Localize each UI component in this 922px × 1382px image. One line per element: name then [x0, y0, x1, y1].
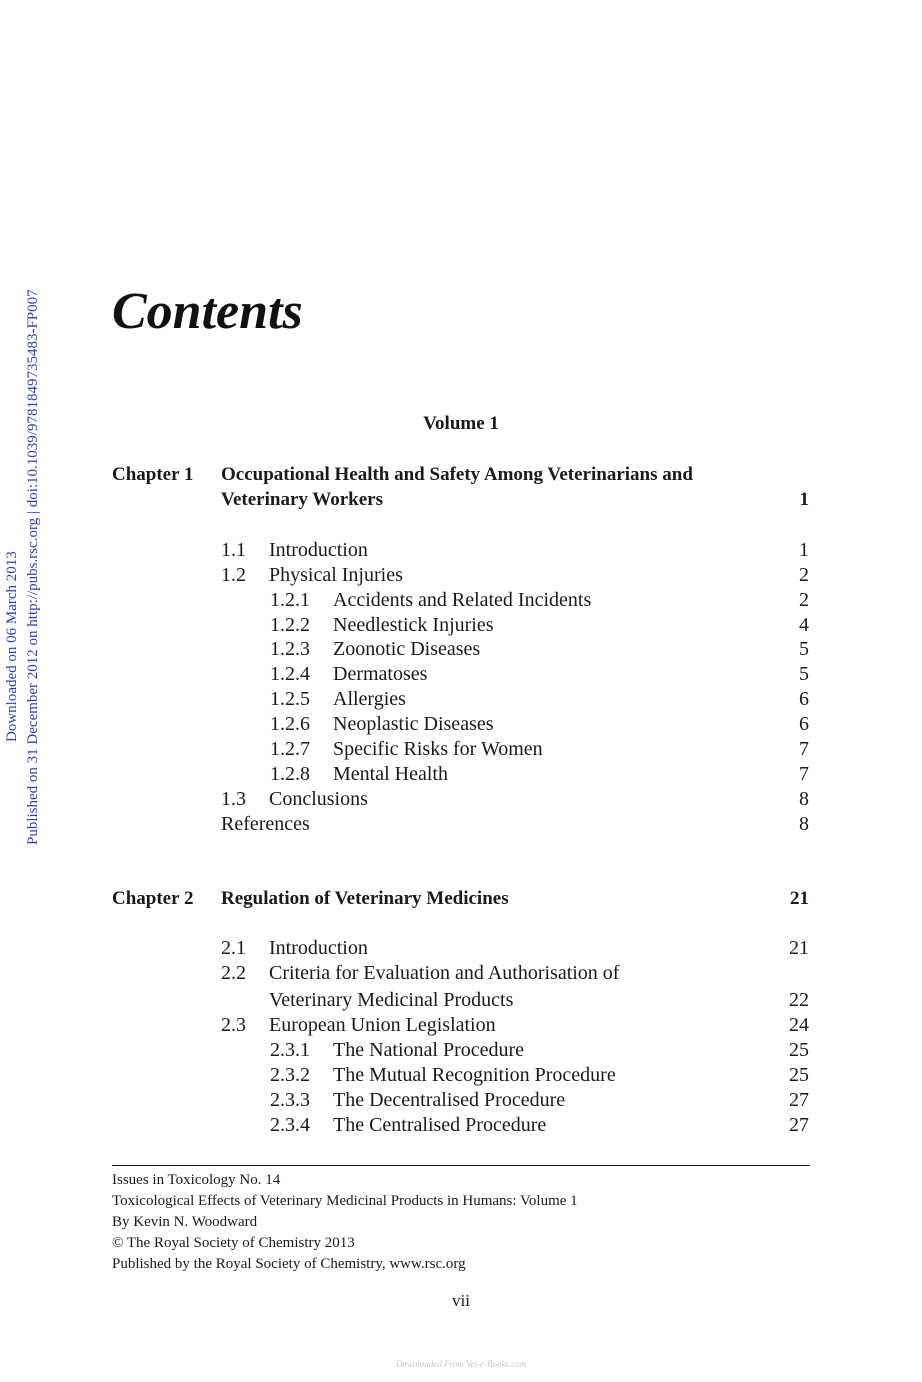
toc-entry-page: 6	[799, 713, 809, 735]
toc-entry-2-2-line-1[interactable]: Criteria for Evaluation and Authorisation of	[269, 962, 620, 984]
toc-entry-number: 2.3.4	[270, 1114, 310, 1136]
toc-entry-1-2-6[interactable]: Neoplastic Diseases	[333, 713, 494, 735]
toc-entry-number: 1.2.8	[270, 763, 310, 785]
toc-entry-number: 2.3	[221, 1014, 246, 1036]
toc-entry-1-2-2[interactable]: Needlestick Injuries	[333, 614, 494, 636]
toc-entry-number: 2.3.3	[270, 1089, 310, 1111]
chapter-1-label: Chapter 1	[112, 464, 194, 485]
toc-entry-number: 1.2.1	[270, 589, 310, 611]
chapter-2-page: 21	[790, 888, 809, 909]
toc-entry-page: 7	[799, 763, 809, 785]
footer-divider	[112, 1165, 810, 1166]
page-number: vii	[452, 1291, 470, 1310]
toc-entry-number: 1.2	[221, 564, 246, 586]
footer-publisher: Published by the Royal Society of Chemistry, www.rsc.org	[112, 1256, 466, 1272]
toc-entry-1-1[interactable]: Introduction	[269, 539, 368, 561]
toc-entry-page: 25	[789, 1039, 809, 1061]
toc-entry-1-2-1[interactable]: Accidents and Related Incidents	[333, 589, 592, 611]
toc-entry-number: 1.3	[221, 788, 246, 810]
toc-entry-2-1[interactable]: Introduction	[269, 937, 368, 959]
toc-entry-page: 1	[799, 539, 809, 561]
toc-entry-page: 22	[789, 989, 809, 1011]
volume-heading: Volume 1	[423, 413, 499, 434]
toc-entry-page: 27	[789, 1114, 809, 1136]
toc-entry-number: 2.3.1	[270, 1039, 310, 1061]
toc-entry-references[interactable]: References	[221, 813, 310, 835]
watermark-text: Downloaded From Vet-e-Books.com	[395, 1359, 527, 1369]
footer-book-title: Toxicological Effects of Veterinary Medicinal Products in Humans: Volume 1	[112, 1193, 578, 1209]
toc-entry-page: 7	[799, 738, 809, 760]
toc-entry-number: 2.1	[221, 937, 246, 959]
toc-entry-2-3-4[interactable]: The Centralised Procedure	[333, 1114, 547, 1136]
toc-entry-page: 21	[789, 937, 809, 959]
footer-author: By Kevin N. Woodward	[112, 1214, 258, 1230]
download-date-note: Downloaded on 06 March 2013	[4, 551, 20, 742]
toc-entry-1-2-5[interactable]: Allergies	[333, 688, 406, 710]
toc-entry-page: 2	[799, 589, 809, 611]
toc-entry-1-3[interactable]: Conclusions	[269, 788, 368, 810]
toc-entry-number: 1.2.7	[270, 738, 310, 760]
toc-entry-1-2-8[interactable]: Mental Health	[333, 763, 448, 785]
toc-entry-number: 2.2	[221, 962, 246, 984]
chapter-1-title-line-2[interactable]: Veterinary Workers	[221, 489, 384, 510]
toc-entry-1-2-4[interactable]: Dermatoses	[333, 663, 428, 685]
toc-entry-page: 24	[789, 1014, 809, 1036]
toc-entry-2-3-1[interactable]: The National Procedure	[333, 1039, 525, 1061]
toc-entry-number: 1.2.6	[270, 713, 310, 735]
toc-entry-2-2-line-2[interactable]: Veterinary Medicinal Products	[269, 989, 514, 1011]
toc-entry-1-2-3[interactable]: Zoonotic Diseases	[333, 638, 481, 660]
chapter-2-label: Chapter 2	[112, 888, 194, 909]
toc-entry-2-3-3[interactable]: The Decentralised Procedure	[333, 1089, 566, 1111]
footer-series: Issues in Toxicology No. 14	[112, 1172, 281, 1188]
chapter-1-page: 1	[799, 489, 809, 510]
toc-entry-number: 2.3.2	[270, 1064, 310, 1086]
toc-entry-number: 1.2.2	[270, 614, 310, 636]
toc-entry-number: 1.2.3	[270, 638, 310, 660]
toc-entry-2-3[interactable]: European Union Legislation	[269, 1014, 496, 1036]
toc-entry-number: 1.2.4	[270, 663, 310, 685]
toc-entry-page: 8	[799, 813, 809, 835]
toc-entry-1-2[interactable]: Physical Injuries	[269, 564, 403, 586]
toc-entry-number: 1.2.5	[270, 688, 310, 710]
toc-entry-page: 2	[799, 564, 809, 586]
toc-entry-page: 6	[799, 688, 809, 710]
toc-entry-page: 27	[789, 1089, 809, 1111]
toc-entry-2-3-2[interactable]: The Mutual Recognition Procedure	[333, 1064, 616, 1086]
chapter-1-title-line-1[interactable]: Occupational Health and Safety Among Veterinarians and	[221, 464, 693, 485]
publication-doi-note[interactable]: Published on 31 December 2012 on http://pubs.rsc.org | doi:10.1039/9781849735483-FP007	[25, 289, 41, 845]
toc-entry-1-2-7[interactable]: Specific Risks for Women	[333, 738, 543, 760]
toc-entry-page: 5	[799, 663, 809, 685]
footer-copyright: © The Royal Society of Chemistry 2013	[112, 1235, 355, 1251]
toc-entry-page: 5	[799, 638, 809, 660]
toc-entry-page: 4	[799, 614, 809, 636]
chapter-2-title[interactable]: Regulation of Veterinary Medicines	[221, 888, 509, 909]
toc-entry-page: 8	[799, 788, 809, 810]
page-title: Contents	[112, 283, 303, 340]
toc-entry-number: 1.1	[221, 539, 246, 561]
toc-entry-page: 25	[789, 1064, 809, 1086]
